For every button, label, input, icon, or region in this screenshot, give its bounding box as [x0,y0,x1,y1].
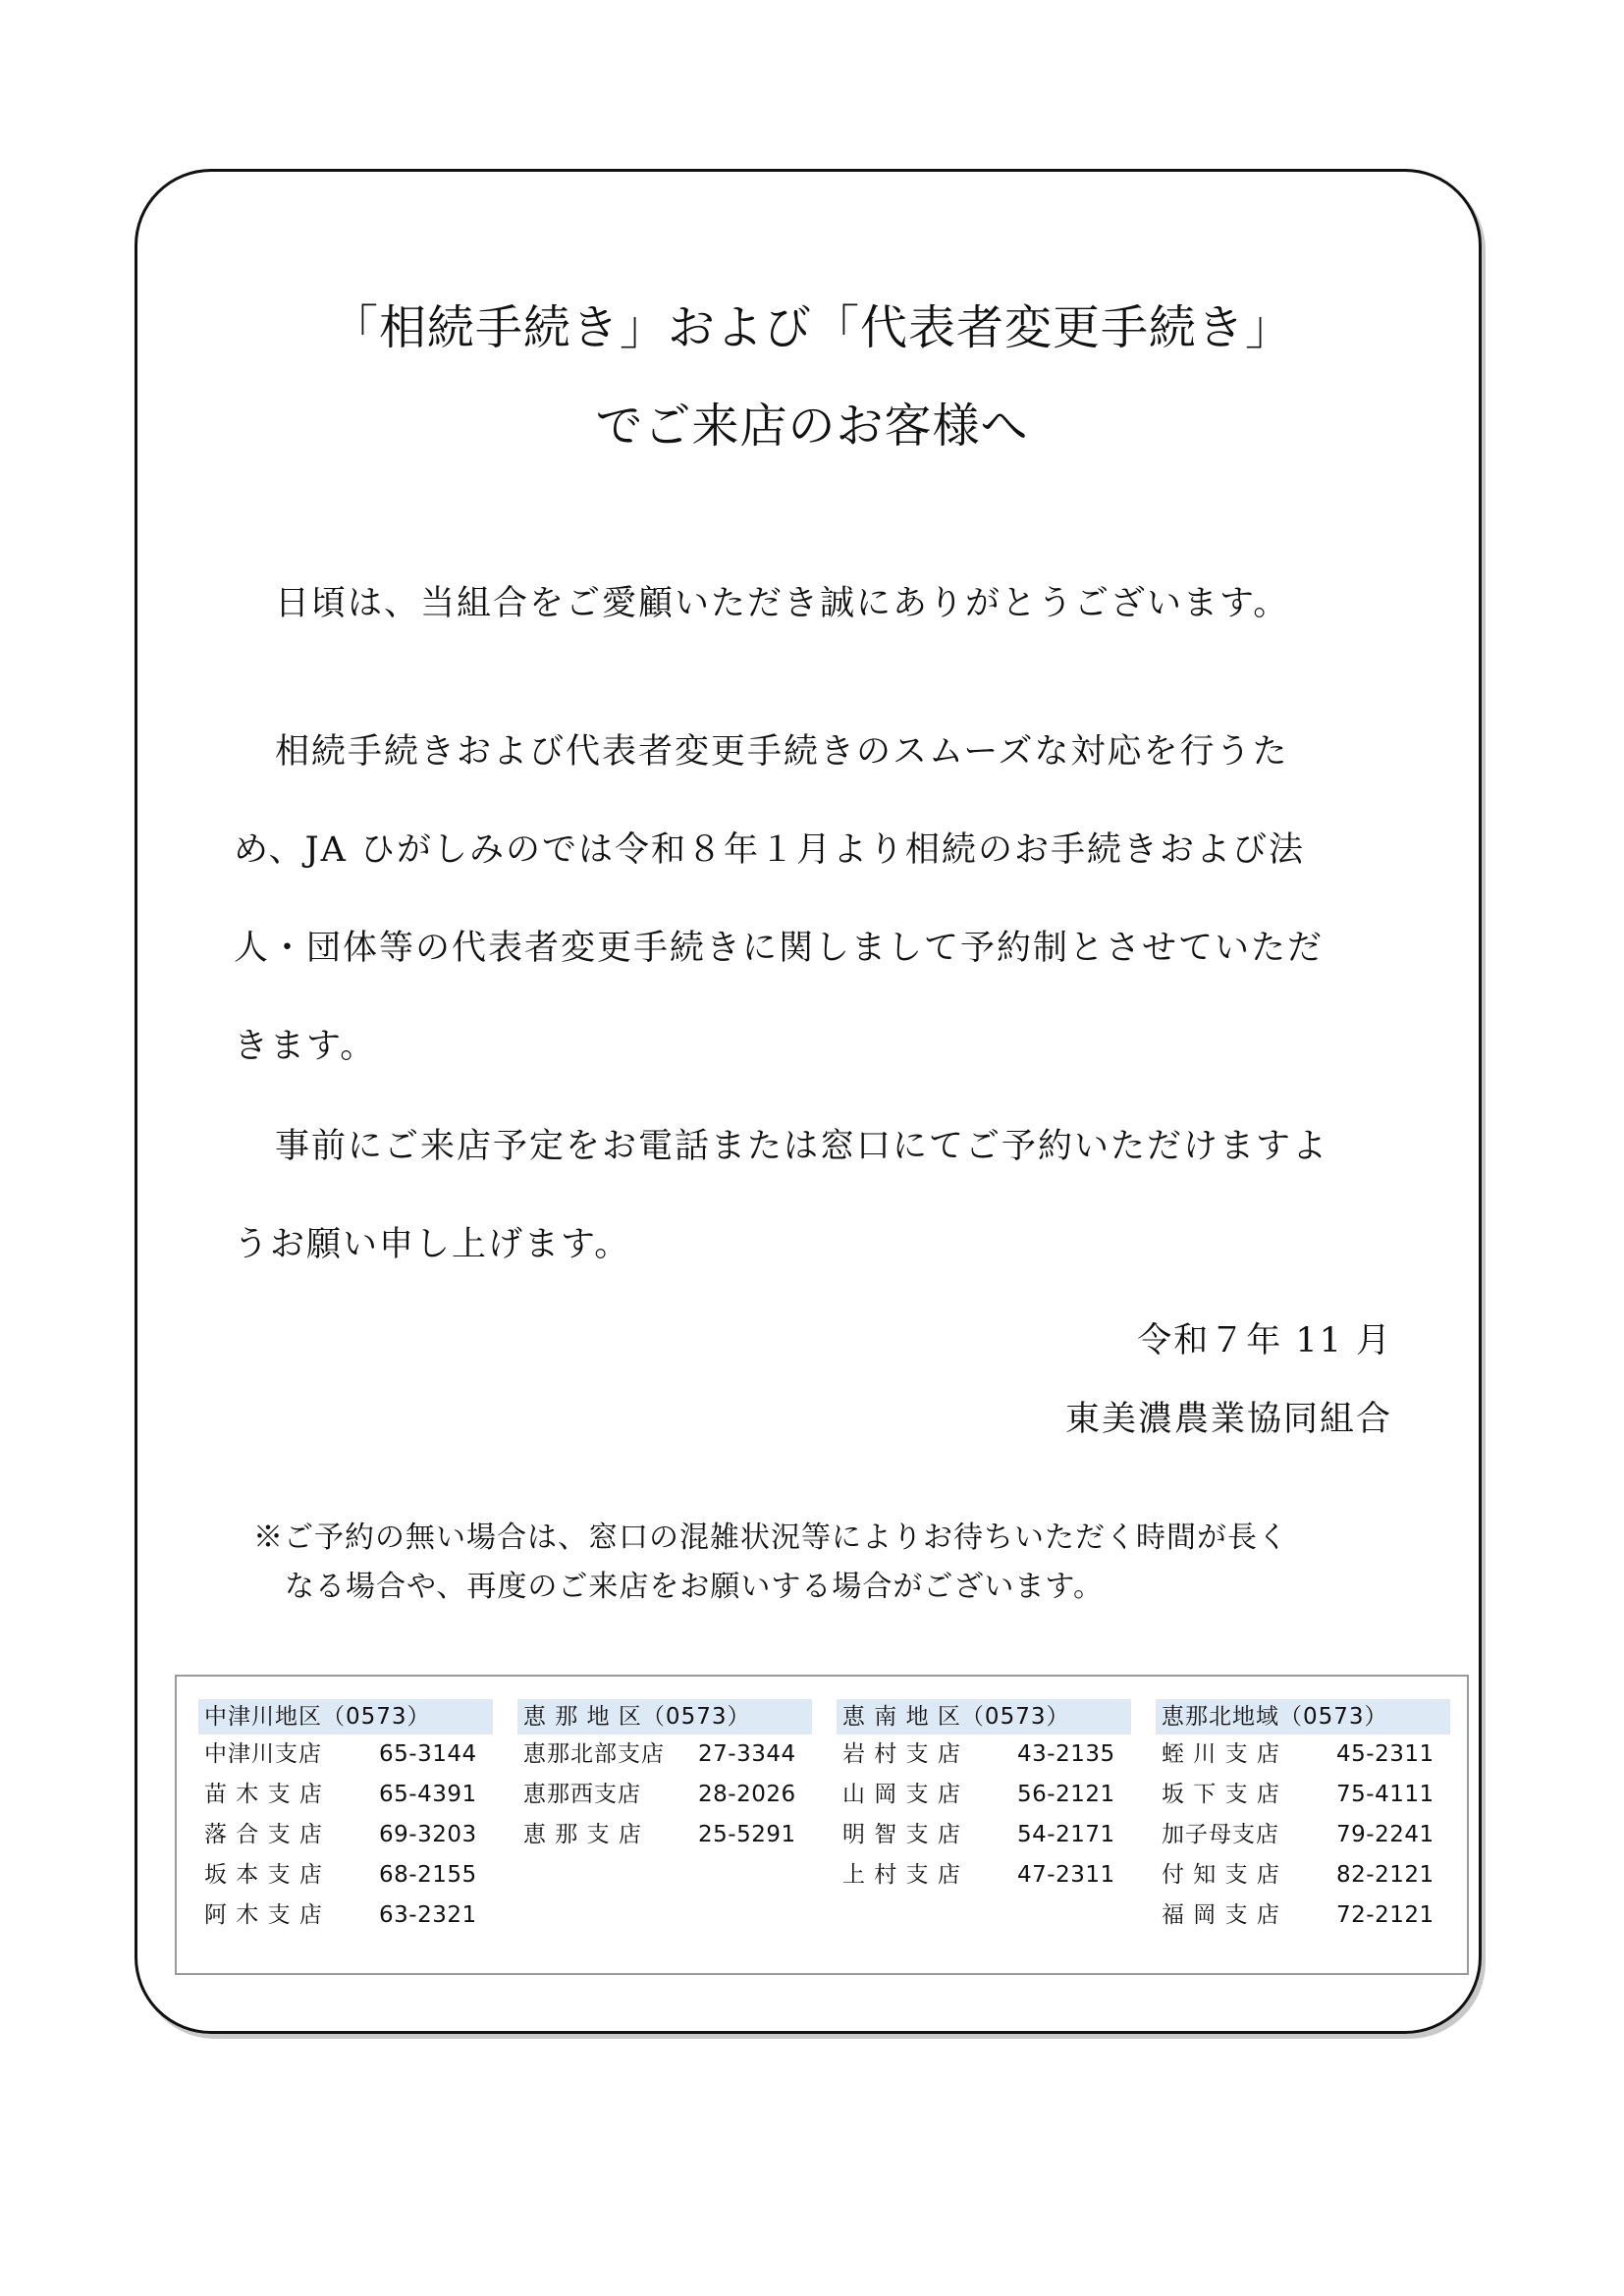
area-header: 恵 南 地 区（0573） [837,1699,1131,1735]
body-paragraph2-line1: 事前にご来店予定をお電話または窓口にてご予約いただけますよ [275,1127,1329,1166]
area-header: 恵 那 地 区（0573） [517,1699,812,1735]
branch-row [1156,1855,1450,1896]
branch-row [1156,1896,1450,1936]
branch-row [837,1855,1131,1896]
branch-name: 明 智 支 店 [842,1822,961,1847]
branch-row [517,1775,812,1815]
branch-name: 阿 木 支 店 [204,1902,323,1928]
branch-name: 恵那北部支店 [523,1741,665,1767]
body-paragraph1-line4: きます。 [234,1027,377,1066]
branch-column-enakita [1156,1699,1450,1936]
branch-row [198,1735,493,1775]
branch-phone: 69-3203 [379,1822,477,1847]
branch-row [517,1735,812,1775]
branch-name: 加子母支店 [1162,1822,1279,1847]
branch-name: 岩 村 支 店 [842,1741,961,1767]
branch-phone: 82-2121 [1336,1862,1435,1888]
branch-phone: 72-2121 [1336,1902,1435,1928]
branch-phone: 45-2311 [1336,1741,1435,1767]
branch-name: 恵 那 支 店 [523,1822,642,1847]
branch-phone: 63-2321 [379,1902,477,1928]
branch-row [517,1815,812,1855]
issue-date: 令和７年 11 月 [1137,1321,1392,1361]
branch-row [1156,1735,1450,1775]
branch-phone: 25-5291 [698,1822,796,1847]
branch-row [198,1775,493,1815]
branch-phone: 54-2171 [1017,1822,1115,1847]
reservation-note-line1: ※ご予約の無い場合は、窓口の混雑状況等によりお待ちいただく時間が長く [253,1521,1288,1555]
notice-title-line2: でご来店のお客様へ [595,399,1029,454]
branch-row [198,1896,493,1936]
reservation-note-line2: なる場合や、再度のご来店をお願いする場合がございます。 [285,1570,1104,1604]
branch-phone: 65-4391 [379,1782,477,1807]
branch-name: 山 岡 支 店 [842,1782,961,1807]
branch-name: 落 合 支 店 [204,1822,323,1847]
body-paragraph1-line2: め、JA ひがしみのでは令和８年１月より相続のお手続きおよび法 [234,830,1306,870]
branch-name: 坂 下 支 店 [1162,1782,1280,1807]
branch-column-nakatsugawa [198,1699,493,1936]
branch-phone: 47-2311 [1017,1862,1115,1888]
branch-name: 坂 本 支 店 [204,1862,323,1888]
branch-name: 蛭 川 支 店 [1162,1741,1280,1767]
branch-phone: 79-2241 [1336,1822,1435,1847]
branch-phone: 75-4111 [1336,1782,1435,1807]
branch-phone: 28-2026 [698,1782,796,1807]
body-paragraph1-line3: 人・団体等の代表者変更手続きに関しまして予約制とさせていただ [234,929,1325,968]
branch-row [837,1735,1131,1775]
branch-row [1156,1775,1450,1815]
branch-column-enan [837,1699,1131,1896]
branch-phone: 27-3344 [698,1741,796,1767]
branch-row [198,1855,493,1896]
branch-row [1156,1815,1450,1855]
branch-row [837,1815,1131,1855]
branch-name: 福 岡 支 店 [1162,1902,1280,1928]
branch-name: 付 知 支 店 [1162,1862,1280,1888]
branch-name: 上 村 支 店 [842,1862,961,1888]
branch-name: 恵那西支店 [523,1782,641,1807]
body-paragraph2-line2: うお願い申し上げます。 [234,1225,631,1264]
branch-name: 苗 木 支 店 [204,1782,323,1807]
branch-phone: 43-2135 [1017,1741,1115,1767]
notice-title-line1: 「相続手続き」および「代表者変更手続き」 [330,300,1293,355]
branch-name: 中津川支店 [204,1741,322,1767]
greeting-text: 日頃は、当組合をご愛顧いただき誠にありがとうございます。 [275,584,1290,623]
body-paragraph1-line1: 相続手続きおよび代表者変更手続きのスムーズな対応を行うた [275,732,1289,772]
area-header: 中津川地区（0573） [198,1699,493,1735]
area-header: 恵那北地域（0573） [1156,1699,1450,1735]
branch-phone: 65-3144 [379,1741,477,1767]
branch-phone: 68-2155 [379,1862,477,1888]
branch-phone: 56-2121 [1017,1782,1115,1807]
branch-column-ena [517,1699,812,1855]
organization-name: 東美濃農業協同組合 [1064,1400,1392,1439]
branch-row [837,1775,1131,1815]
branch-row [198,1815,493,1855]
